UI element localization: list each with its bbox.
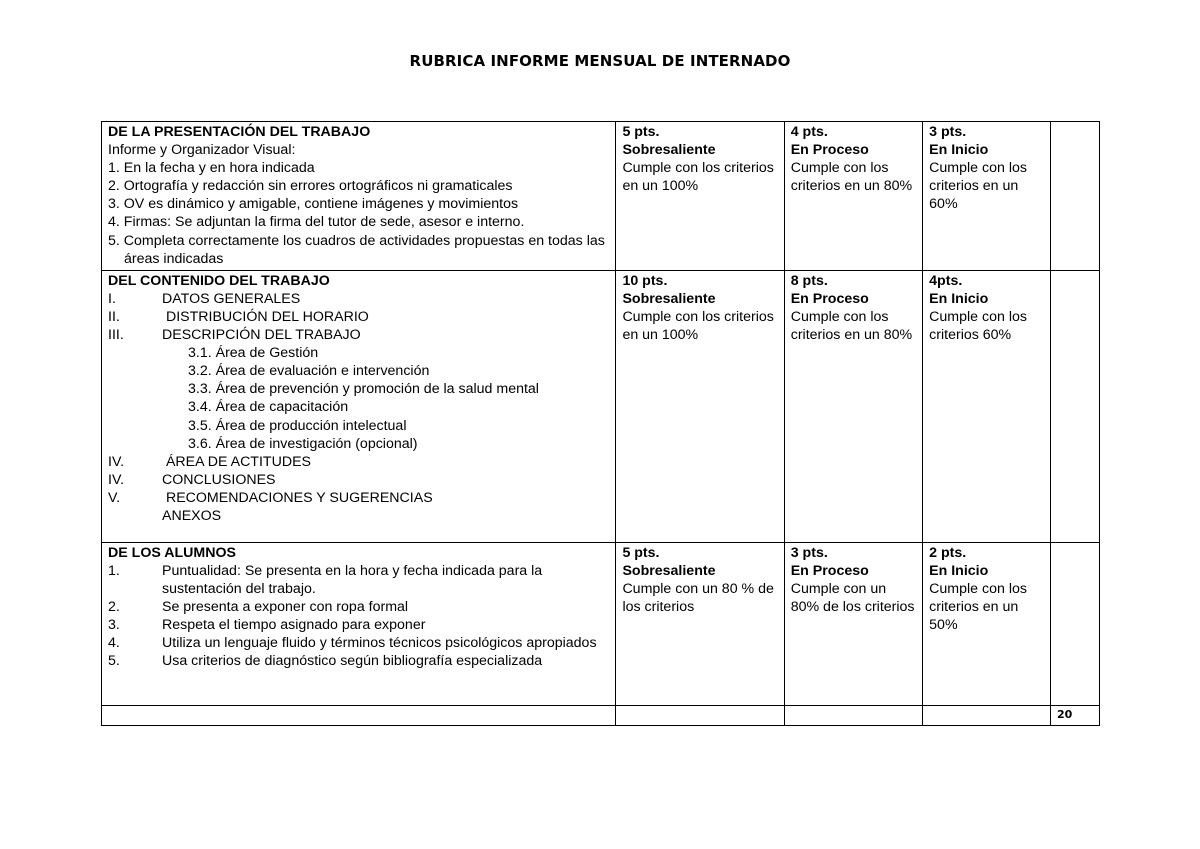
list-item: 4. Utiliza un lenguaje fluido y términos técnicos psicológicos apropiados <box>108 635 597 652</box>
list-item: ANEXOS <box>162 507 222 524</box>
level-cell <box>616 270 784 542</box>
sub-item: 3.6. Área de investigación (opcional) <box>188 435 418 452</box>
level-description: Cumple con los criterios en un 100% <box>622 308 774 344</box>
level-cell <box>616 122 784 271</box>
section-heading: DEL CONTENIDO DEL TRABAJO <box>108 272 330 289</box>
list-item: IV. ÁREA DE ACTITUDES <box>108 453 312 470</box>
sub-item: 3.3. Área de prevención y promoción de la salud mental <box>188 381 539 398</box>
level-description: Cumple con un 80% de los criterios <box>790 580 915 616</box>
level-description: Cumple con los criterios en un 60% <box>929 160 1027 213</box>
level-points: 4 pts. <box>790 124 828 140</box>
level-description: Cumple con un 80 % de los criterios <box>622 580 774 616</box>
level-points: 5 pts. <box>622 544 660 561</box>
score-cell <box>1050 270 1099 542</box>
level-label: Sobresaliente <box>622 142 716 159</box>
list-item: IV. CONCLUSIONES <box>108 471 276 488</box>
level-label: En Inicio <box>929 562 989 579</box>
empty-cell <box>784 705 922 725</box>
section-heading: DE LA PRESENTACIÓN DEL TRABAJO <box>108 124 371 140</box>
list-item: III. DESCRIPCIÓN DEL TRABAJO <box>108 327 361 344</box>
list-item: 3. Respeta el tiempo asignado para exponer <box>108 617 426 634</box>
list-item: 2. Se presenta a exponer con ropa formal <box>108 599 409 616</box>
level-label: Sobresaliente <box>622 290 716 307</box>
sub-item: 3.5. Área de producción intelectual <box>188 417 407 434</box>
level-points: 2 pts. <box>929 544 967 561</box>
level-cell <box>784 270 922 542</box>
total-score: 20 <box>1050 705 1099 725</box>
total-row <box>102 705 1100 725</box>
score-cell <box>1050 542 1099 705</box>
list-item: I. DATOS GENERALES <box>108 290 301 307</box>
criteria-cell <box>102 122 616 271</box>
level-points: 5 pts. <box>622 124 660 140</box>
level-cell <box>616 542 784 705</box>
level-description: Cumple con los criterios en un 80% <box>790 308 913 344</box>
list-item: 1. En la fecha y en hora indicada <box>108 160 315 177</box>
list-item: II. DISTRIBUCIÓN DEL HORARIO <box>108 308 369 325</box>
level-label: En Proceso <box>790 290 869 307</box>
level-points: 4pts. <box>929 272 963 289</box>
criteria-cell <box>102 542 616 705</box>
level-cell <box>784 542 922 705</box>
section-intro: Informe y Organizador Visual: <box>108 142 296 159</box>
list-item: 3. OV es dinámico y amigable, contiene imágenes y movimientos <box>108 196 519 213</box>
level-points: 3 pts. <box>929 124 967 140</box>
empty-cell <box>923 705 1051 725</box>
level-points: 8 pts. <box>790 272 828 289</box>
level-description: Cumple con los criterios 60% <box>929 308 1027 344</box>
sub-item: 3.1. Área de Gestión <box>188 345 319 362</box>
level-description: Cumple con los criterios en un 100% <box>622 160 774 195</box>
page-title: RUBRICA INFORME MENSUAL DE INTERNADO <box>409 52 791 70</box>
level-description: Cumple con los criterios en un 50% <box>929 580 1027 634</box>
empty-cell <box>102 705 616 725</box>
criteria-cell <box>102 270 616 542</box>
table-row <box>102 270 1100 542</box>
table-row <box>102 122 1100 271</box>
list-item: 1. Puntualidad: Se presenta en la hora y fecha indicada para la sustentación del trabajo. <box>108 562 543 597</box>
sub-item: 3.4. Área de capacitación <box>188 399 349 416</box>
level-label: En Inicio <box>929 290 989 307</box>
level-cell <box>923 542 1051 705</box>
table-row <box>102 542 1100 705</box>
list-item: 2. Ortografía y redacción sin errores ortográficos ni gramaticales <box>108 178 513 195</box>
list-item: 5. Completa correctamente los cuadros de actividades propuestas en todas las áreas indicadas <box>108 232 605 267</box>
level-cell <box>923 270 1051 542</box>
level-label: En Proceso <box>790 142 869 159</box>
score-cell <box>1050 122 1099 271</box>
rubric-table <box>101 121 1100 726</box>
list-item: V. RECOMENDACIONES Y SUGERENCIAS <box>108 489 433 506</box>
sub-item: 3.2. Área de evaluación e intervención <box>188 363 430 380</box>
level-points: 3 pts. <box>790 544 828 561</box>
level-description: Cumple con los criterios en un 80% <box>790 160 913 195</box>
level-points: 10 pts. <box>622 272 668 289</box>
empty-cell <box>616 705 784 725</box>
level-label: Sobresaliente <box>622 562 716 579</box>
section-heading: DE LOS ALUMNOS <box>108 544 236 561</box>
level-cell <box>923 122 1051 271</box>
level-label: En Inicio <box>929 142 989 159</box>
list-item: 4. Firmas: Se adjuntan la firma del tutor de sede, asesor e interno. <box>108 214 525 231</box>
list-item: 5. Usa criterios de diagnóstico según bibliografía especializada <box>108 653 543 670</box>
level-cell <box>784 122 922 271</box>
level-label: En Proceso <box>790 562 869 579</box>
